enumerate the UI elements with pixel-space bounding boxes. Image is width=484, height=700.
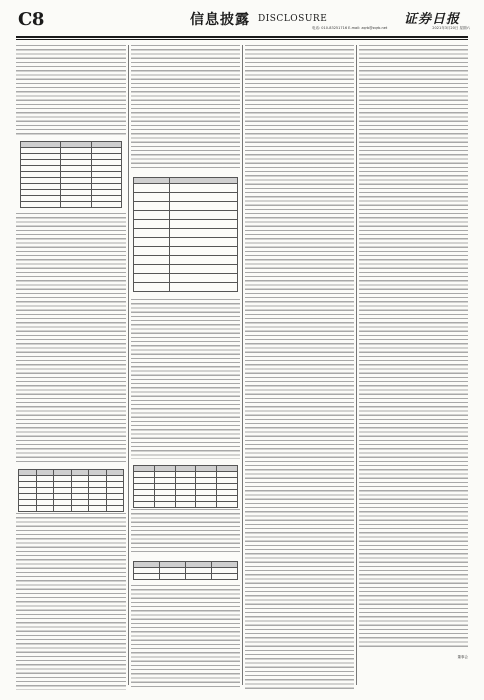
section-title-en: DISCLOSURE <box>258 14 328 24</box>
body-text-block <box>16 513 126 690</box>
body-text-block <box>359 45 468 650</box>
data-table <box>133 465 238 508</box>
data-table <box>18 469 124 512</box>
data-table <box>20 141 122 208</box>
column-divider <box>242 45 243 685</box>
column-2 <box>131 45 240 690</box>
column-divider <box>356 45 357 685</box>
column-4 <box>359 45 468 650</box>
footer-signature: 董事会 <box>457 655 468 659</box>
body-text-block <box>16 213 126 463</box>
masthead-date: 2021年3月20日 星期六 <box>432 26 470 30</box>
body-text-block <box>131 45 240 171</box>
column-divider <box>128 45 129 685</box>
section-title: 信息披露 <box>190 12 250 28</box>
masthead-rule <box>16 36 468 38</box>
data-table <box>133 177 238 292</box>
column-1 <box>16 45 126 690</box>
newspaper-logo: 证券日报 <box>404 12 461 27</box>
body-text-block <box>131 509 240 555</box>
masthead-contact: 电话: 010-83251716 E-mail: zqrb@zqrb.net <box>312 26 388 30</box>
body-text-block <box>131 585 240 690</box>
body-text-block <box>16 45 126 135</box>
body-text-block <box>131 299 240 459</box>
masthead-rule-thin <box>16 39 468 40</box>
column-3 <box>245 45 354 690</box>
page-number: C8 <box>18 9 44 30</box>
data-table <box>133 561 238 580</box>
body-text-block <box>245 45 354 690</box>
